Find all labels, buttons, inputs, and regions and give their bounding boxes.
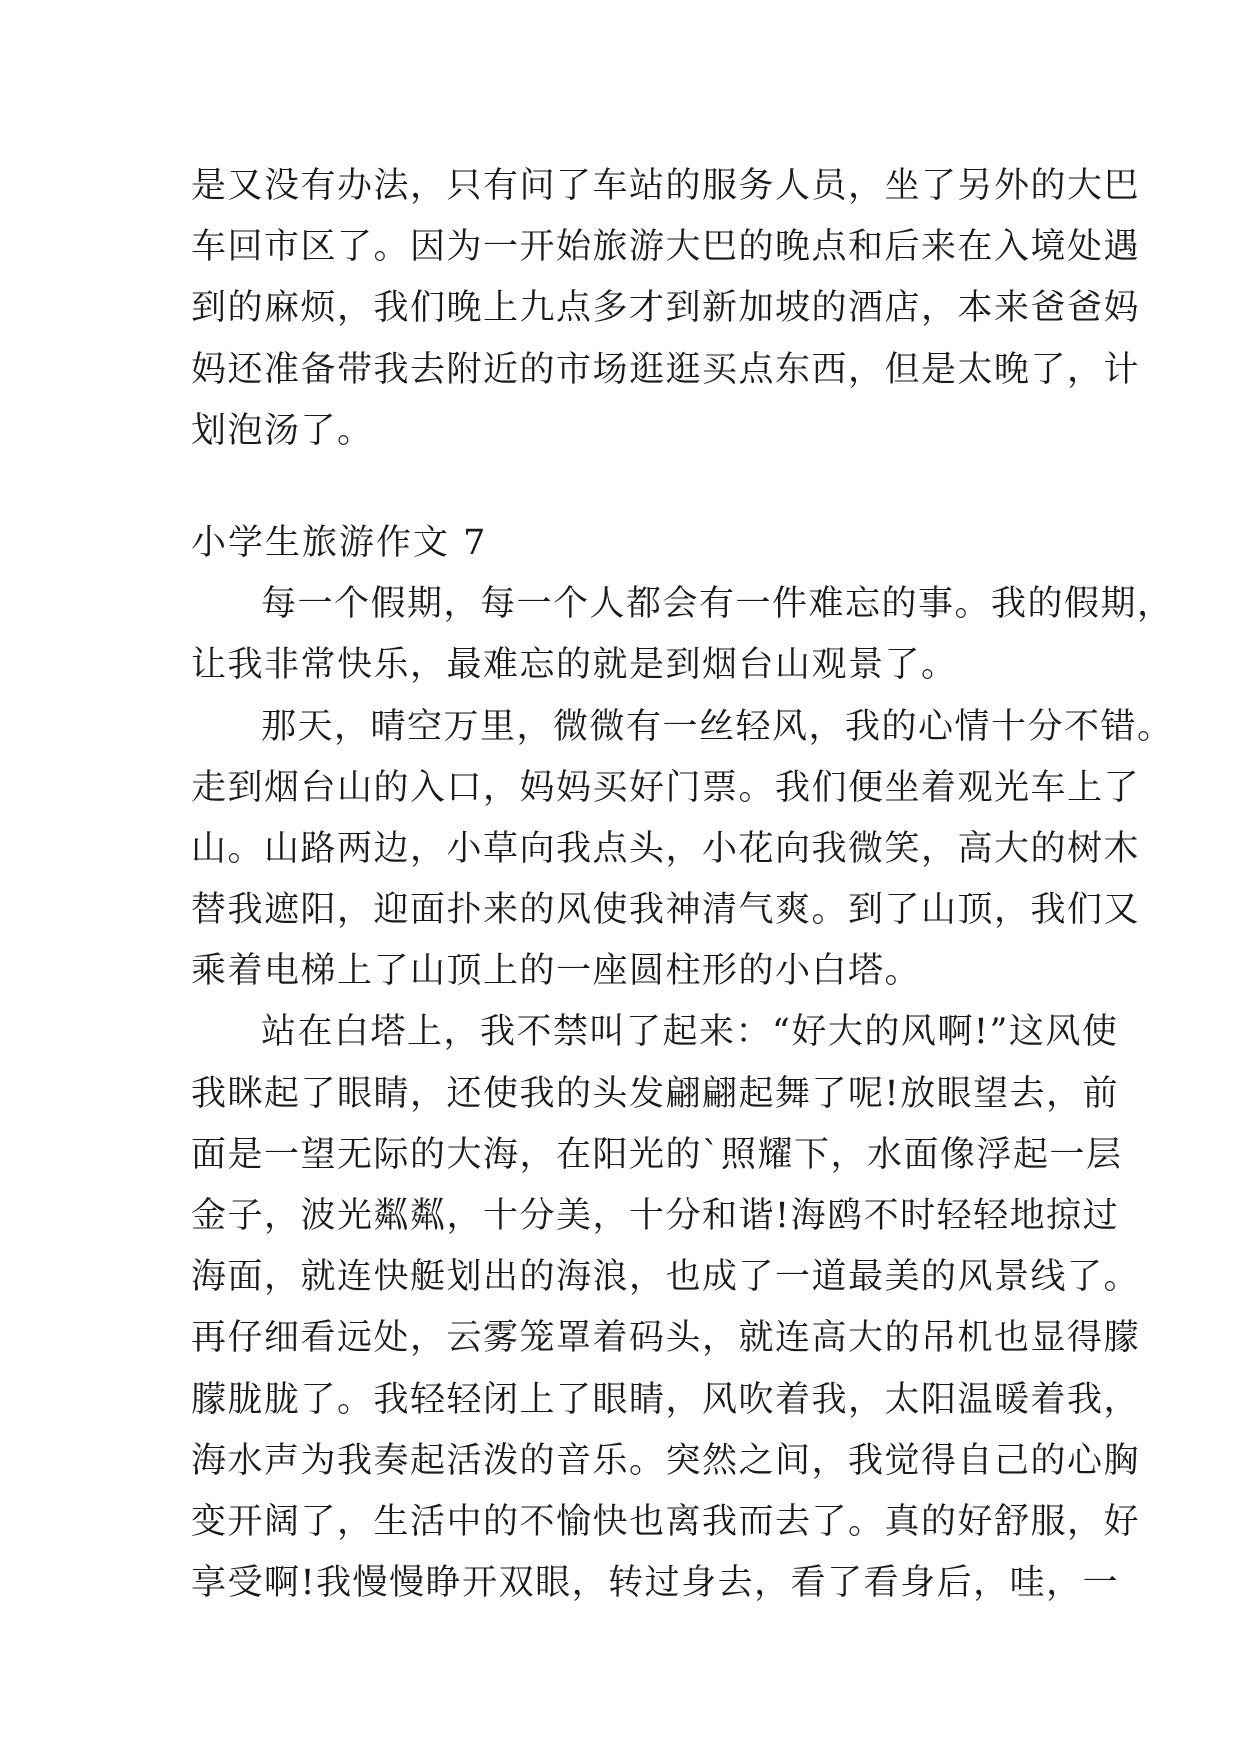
text-line: 我眯起了眼睛，还使我的头发翩翩起舞了呢!放眼望去，前: [191, 1073, 1120, 1114]
text-line: 划泡汤了。: [191, 410, 374, 451]
text-line: 是又没有办法，只有问了车站的服务人员，坐了另外的大巴: [191, 166, 1141, 206]
text-line: 站在白塔上，我不禁叫了起来：“好大的风啊!”这风使: [261, 1012, 1119, 1053]
document-body: [191, 156, 1174, 1614]
text-line: 面是一望无际的大海，在阳光的`照耀下，水面像浮起一层: [191, 1134, 1123, 1175]
text-line: 让我非常快乐，最难忘的就是到烟台山观景了。: [191, 645, 958, 686]
text-line: 海水声为我奏起活泼的音乐。突然之间，我觉得自己的心胸: [191, 1440, 1141, 1481]
text-line: 替我遮阳，迎面扑来的风使我神清气爽。到了山顶，我们又: [191, 890, 1141, 931]
text-line: 变开阔了，生活中的不愉快也离我而去了。真的好舒服，好: [191, 1501, 1141, 1542]
text-line: 妈还准备带我去附近的市场逛逛买点东西，但是太晚了，计: [191, 349, 1141, 390]
text-line: 到的麻烦，我们晚上九点多才到新加坡的酒店，本来爸爸妈: [191, 288, 1141, 329]
text-line: 享受啊!我慢慢睁开双眼，转过身去，看了看身后，哇，一: [191, 1563, 1120, 1604]
text-line: 每一个假期，每一个人都会有一件难忘的事。我的假期，: [261, 584, 1174, 625]
paragraph-3: [191, 1002, 1141, 1614]
text-line: 那天，晴空万里，微微有一丝轻风，我的心情十分不错。: [261, 706, 1174, 747]
text-line: 山。山路两边，小草向我点头，小花向我微笑，高大的树木: [191, 828, 1141, 869]
text-line: 朦胧胧了。我轻轻闭上了眼睛，风吹着我，太阳温暖着我，: [191, 1379, 1141, 1420]
text-line: 再仔细看远处，云雾笼罩着码头，就连高大的吊机也显得朦: [191, 1318, 1141, 1359]
essay-heading: 小学生旅游作文 7: [191, 522, 488, 563]
text-line: 走到烟台山的入口，妈妈买好门票。我们便坐着观光车上了: [191, 767, 1141, 808]
previous-paragraph: [191, 156, 1141, 462]
text-line: 海面，就连快艇划出的海浪，也成了一道最美的风景线了。: [191, 1257, 1141, 1298]
text-line: 车回市区了。因为一开始旅游大巴的晚点和后来在入境处遇: [191, 227, 1141, 268]
paragraph-1: [191, 574, 1174, 696]
text-line: 金子，波光粼粼，十分美，十分和谐!海鸥不时轻轻地掠过: [191, 1196, 1120, 1236]
paragraph-2: [191, 697, 1174, 1003]
text-line: 乘着电梯上了山顶上的一座圆柱形的小白塔。: [191, 951, 922, 992]
